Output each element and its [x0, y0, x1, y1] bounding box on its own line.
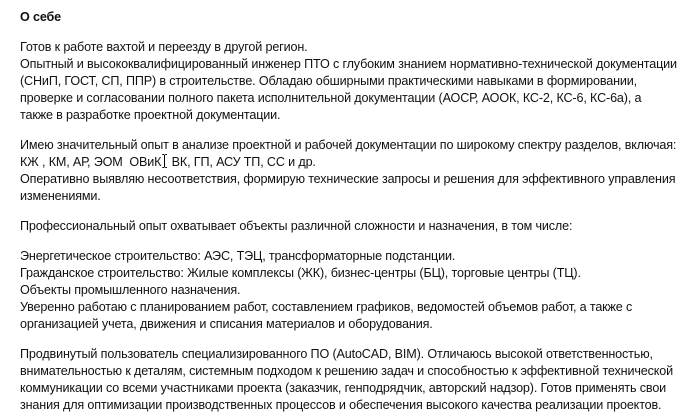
text-line: Уверенно работаю с планированием работ, составлением графиков, ведомостей объемов работ, а также с [20, 300, 633, 314]
text-line: Гражданское строительство: Жилые комплексы (ЖК), бизнес-центры (БЦ), торговые центры (ТЦ). [20, 266, 581, 280]
text-line: изменениями. [20, 189, 101, 203]
text-line: Готов к работе вахтой и переезду в другой регион. [20, 40, 308, 54]
text-line: Продвинутый пользователь специализированного ПО (AutoCAD, BIM). Отличаюсь высокой ответственностью, [20, 347, 653, 361]
text-line: Энергетическое строительство: АЭС, ТЭЦ, трансформаторные подстанции. [20, 249, 456, 263]
text-line: коммуникации со всеми участниками проекта (заказчик, генподрядчик, авторский надзор). Готов применять свои [20, 381, 667, 395]
text-line: организацией учета, движения и списания материалов и оборудования. [20, 317, 433, 331]
text-line [20, 154, 316, 171]
text-line: Имею значительный опыт в анализе проектной и рабочей документации по широкому спектру разделов, включая: [20, 138, 677, 152]
text-fragment: ВК, ГП, АСУ ТП, СС и др. [168, 155, 316, 169]
text-line: знания для оптимизации производственных процессов и обеспечения высокого качества реализации проектов. [20, 398, 662, 412]
section-title: О себе [20, 10, 62, 24]
text-cursor-icon [162, 154, 167, 168]
text-line: внимательностью к деталям, системным подходом к решению задач и способностью к эффективной технической [20, 364, 673, 378]
text-line: (СНиП, ГОСТ, СП, ППР) в строительстве. Обладаю обширными практическими навыками в формировании, [20, 74, 638, 88]
text-fragment: КЖ , КМ, АР, ЭОМ ОВиК [20, 155, 162, 169]
text-line: проверке и согласовании полного пакета исполнительной документации (АОСР, АООК, КС-2, КС-6, КС-6а), а [20, 91, 642, 105]
text-line: также в разработке проектной документации. [20, 108, 281, 122]
text-line: Профессиональный опыт охватывает объекты различной сложности и назначения, в том числе: [20, 219, 573, 233]
text-line: Оперативно выявляю несоответствия, формирую технические запросы и решения для эффективного управления [20, 172, 676, 186]
text-line: Опытный и высококвалифицированный инженер ПТО с глубоким знанием нормативно-технической документации [20, 57, 677, 71]
text-line: Объекты промышленного назначения. [20, 283, 241, 297]
